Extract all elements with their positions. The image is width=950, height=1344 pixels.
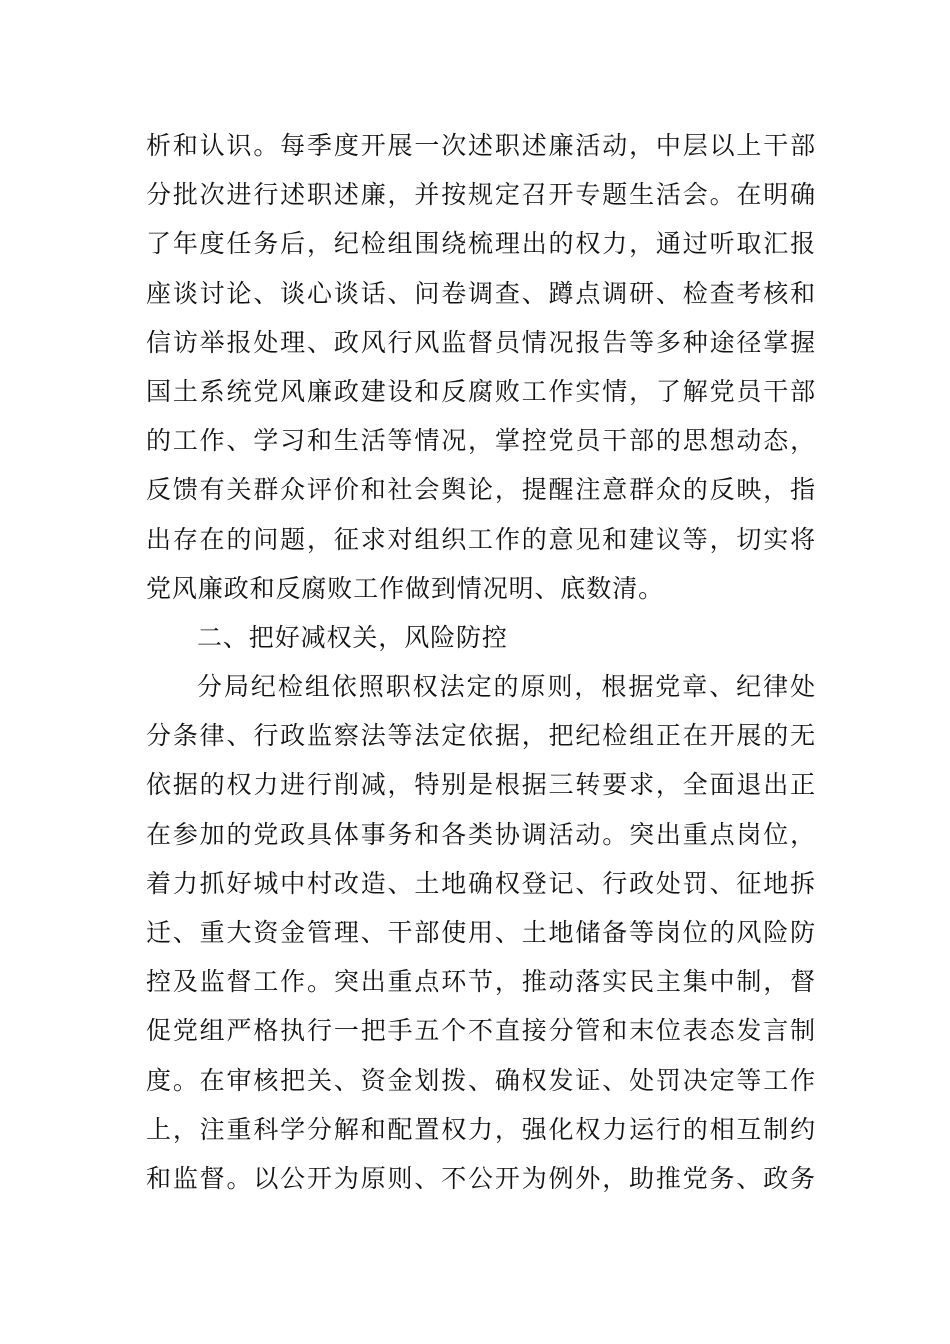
text-line-20: 度。在审核把关、资金划拨、确权发证、处罚决定等工作 [146, 1065, 816, 1095]
text-line-21: 上，注重科学分解和配置权力，强化权力运行的相互制约 [146, 1114, 816, 1144]
text-line-9: 出存在的问题，征求对组织工作的意见和建议等，切实将 [146, 524, 816, 554]
section-heading: 二、把好减权关，风险防控 [197, 622, 508, 652]
text-line-12: 分局纪检组依照职权法定的原则，根据党章、纪律处 [197, 672, 816, 702]
text-line-4: 座谈讨论、谈心谈话、问卷调查、蹲点调研、检查考核和 [146, 278, 816, 308]
text-line-8: 反馈有关群众评价和社会舆论，提醒注意群众的反映，指 [146, 475, 816, 505]
text-line-14: 依据的权力进行削减，特别是根据三转要求，全面退出正 [146, 770, 816, 800]
text-line-18: 控及监督工作。突出重点环节，推动落实民主集中制，督 [146, 967, 816, 997]
text-line-16: 着力抓好城中村改造、土地确权登记、行政处罚、征地拆 [146, 868, 816, 898]
text-line-15: 在参加的党政具体事务和各类协调活动。突出重点岗位， [146, 819, 816, 849]
text-line-1: 析和认识。每季度开展一次述职述廉活动，中层以上干部 [146, 131, 816, 160]
text-line-2: 分批次进行述职述廉，并按规定召开专题生活会。在明确 [146, 180, 816, 210]
text-line-3: 了年度任务后，纪检组围绕梳理出的权力，通过听取汇报 [146, 229, 816, 259]
text-line-22: 和监督。以公开为原则、不公开为例外，助推党务、政务 [146, 1163, 816, 1193]
text-line-13: 分条律、行政监察法等法定依据，把纪检组正在开展的无 [146, 721, 816, 751]
text-line-7: 的工作、学习和生活等情况，掌控党员干部的思想动态， [146, 426, 816, 456]
text-line-5: 信访举报处理、政风行风监督员情况报告等多种途径掌握 [146, 327, 816, 357]
text-line-6: 国土系统党风廉政建设和反腐败工作实情，了解党员干部 [146, 376, 816, 406]
text-line-10: 党风廉政和反腐败工作做到情况明、底数清。 [146, 573, 665, 603]
text-line-19: 促党组严格执行一把手五个不直接分管和末位表态发言制 [146, 1016, 816, 1046]
document-body [146, 121, 816, 1203]
text-line-17: 迁、重大资金管理、干部使用、土地储备等岗位的风险防 [146, 918, 816, 947]
